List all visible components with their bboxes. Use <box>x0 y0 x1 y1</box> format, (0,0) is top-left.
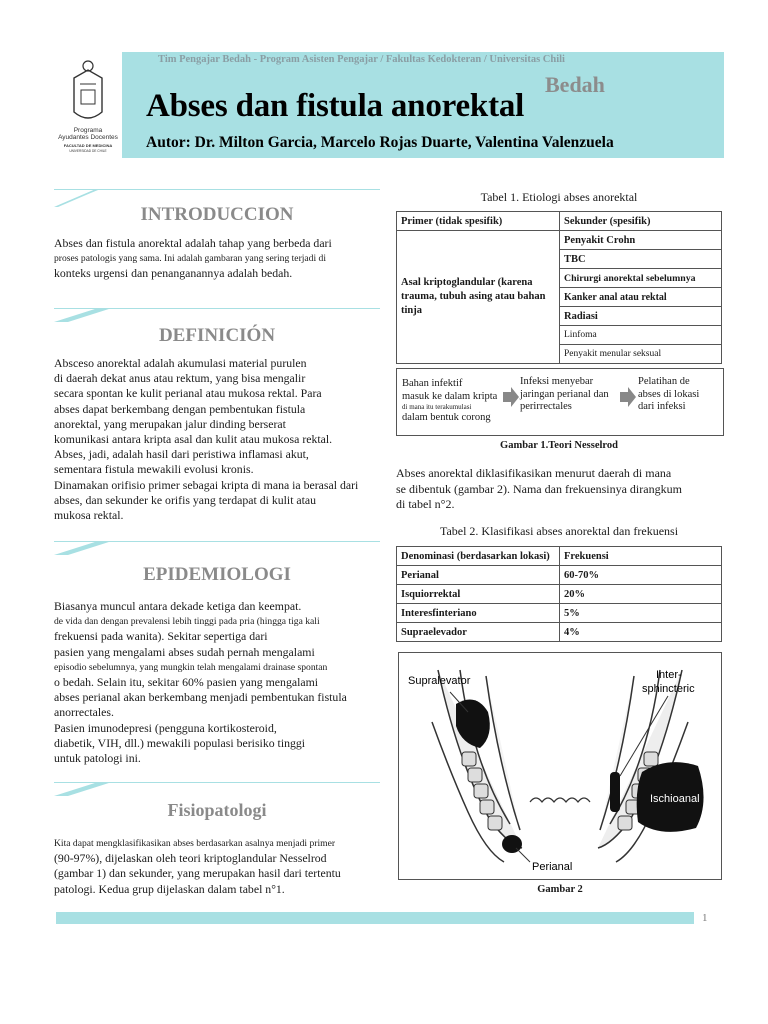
figure-label-intersphincteric: sphincteric <box>642 683 695 695</box>
text-line: proses patologis yang sama. Ini adalah gambaran yang sering terjadi di <box>54 253 327 265</box>
table-cell: Perianal <box>397 566 560 585</box>
text-line: Abses, jadi, adalah hasil dari peristiwa inflamasi akut, <box>54 447 309 462</box>
text-line: frekuensi pada wanita). Sekitar sepertiga dari <box>54 629 268 644</box>
text-line: Pelatihan de <box>638 376 690 387</box>
table-cell: Chirurgi anorektal sebelumnya <box>560 269 722 288</box>
text-line: masuk ke dalam kripta <box>402 390 498 402</box>
logo-text: FACULTAD DE MEDICINA <box>63 143 113 148</box>
table-row <box>397 623 722 642</box>
intro-paragraph <box>54 236 376 282</box>
text-line: dalam bentuk corong <box>402 412 491 423</box>
arrow-right-icon <box>620 387 636 407</box>
diagram-step-3 <box>638 376 718 414</box>
figure2-caption: Gambar 2 <box>537 884 583 895</box>
logo-text: Ayudantes Docentes <box>58 134 118 141</box>
text-line: dari infeksi <box>638 401 686 412</box>
figure-label-ischioanal: Ischioanal <box>650 793 700 805</box>
text-line: Biasanya muncul antara dekade ketiga dan keempat. <box>54 599 302 613</box>
text-line: se dibentuk (gambar 2). Nama dan frekuensinya dirangkum <box>396 481 682 496</box>
text-line: sementara fistula mewakili evolusi kronis. <box>54 462 254 477</box>
text-line: Abses anorektal diklasifikasikan menurut daerah di mana <box>396 466 672 480</box>
text-line: pasien yang mengalami abses sudah pernah mengalami <box>54 644 315 659</box>
table-cell: Radiasi <box>560 307 722 326</box>
text-line: jaringan perianal dan <box>520 388 609 400</box>
text-line: Bahan infektif <box>402 378 463 389</box>
header-section-tag: Bedah <box>545 72 605 97</box>
section-title-definicion: DEFINICIÓN <box>158 325 276 346</box>
intersphincteric-abscess <box>610 772 620 812</box>
text-line: abses perianal akan berkembang menjadi pembentukan fistula <box>54 690 347 705</box>
university-logo <box>54 52 122 158</box>
text-line: di mana itu terakumulasi <box>402 403 472 411</box>
table-cell: Kanker anal atau rektal <box>560 288 722 307</box>
footer-band <box>56 912 694 924</box>
text-line: abses, dan sekunder ke orifis yang terdapat di kulit atau <box>54 492 317 507</box>
diagram-step-1 <box>402 378 506 425</box>
table-cell: Linfoma <box>560 326 722 345</box>
table-cell: 60-70% <box>560 566 722 585</box>
text-line: abses di lokasi <box>638 388 700 400</box>
logo-text: UNIVERSIDAD DE CHILE <box>69 149 107 153</box>
authors: Autor: Dr. Milton Garcia, Marcelo Rojas Duarte, Valentina Valenzuela <box>146 134 614 151</box>
table-row <box>397 604 722 623</box>
table-header: Primer (tidak spesifik) <box>397 212 560 231</box>
epidemiology-paragraph <box>54 599 376 766</box>
diagram-step-2 <box>520 376 620 414</box>
table-cell: Penyakit Crohn <box>560 231 722 250</box>
etiology-table <box>396 211 722 364</box>
table-cell: Interesfinteriano <box>397 604 560 623</box>
text-line: Kita dapat mengklasifikasikan abses berdasarkan asalnya menjadi primer <box>54 838 336 849</box>
section-divider <box>54 541 380 559</box>
classification-paragraph <box>396 466 722 513</box>
text-line: Abses dan fistula anorektal adalah tahap yang berbeda dari <box>54 236 332 250</box>
section-title-introduccion: INTRODUCCION <box>140 204 294 225</box>
text-line: (gambar 1) dan sekunder, yang merupakan hasil dari tertentu <box>54 866 341 881</box>
section-title-epidemiologi: EPIDEMIOLOGI <box>143 564 291 585</box>
text-line: komunikasi antara kripta asal dan kulit atau mukosa rektal. <box>54 432 333 447</box>
text-line: abses dapat berkembang dengan pembentukan fistula <box>54 401 306 416</box>
arrow-right-icon <box>503 387 519 407</box>
table-cell: 4% <box>560 623 722 642</box>
text-line: diabetik, VIH, dll.) mewakili populasi berisiko tinggi <box>54 735 306 750</box>
page-number: 1 <box>702 912 708 924</box>
text-line: patologi. Kedua grup dijelaskan dalam tabel n°1. <box>54 881 285 896</box>
table-header: Sekunder (spesifik) <box>560 212 722 231</box>
faculty-seal-icon <box>54 52 122 158</box>
figure-label-perianal: Perianal <box>532 861 573 873</box>
section-divider <box>54 308 380 326</box>
text-line: o bedah. Selain itu, sekitar 60% pasien yang mengalami <box>54 675 319 690</box>
table2-caption: Tabel 2. Klasifikasi abses anorektal dan frekuensi <box>439 524 679 538</box>
text-line: Pasien imunodepresi (pengguna kortikosteroid, <box>54 720 277 735</box>
text-line: Infeksi menyebar <box>520 376 594 387</box>
section-divider <box>54 782 380 800</box>
definition-paragraph <box>54 356 376 523</box>
section-title-fisiopatologi: Fisiopatologi <box>167 800 267 820</box>
text-line: (90-97%), dijelaskan oleh teori kriptoglandular Nesselrod <box>54 851 327 866</box>
classification-table <box>396 546 722 642</box>
text-line: episodio sebelumnya, yang mungkin telah mengalami drainase spontan <box>54 661 328 673</box>
table-cell-primer: Asal kriptoglandular (karena trauma, tubuh asing atau bahan tinja <box>397 231 560 364</box>
logo-text: Programa <box>73 127 103 134</box>
figure1-caption: Gambar 1.Teori Nesselrod <box>500 440 618 451</box>
table-cell: 20% <box>560 585 722 604</box>
figure-label-intersphincteric: Inter- <box>656 669 682 681</box>
table-cell: 5% <box>560 604 722 623</box>
table-header: Frekuensi <box>560 547 722 566</box>
text-line: di daerah dekat anus atau rektum, yang bisa mengalir <box>54 371 306 386</box>
text-line: de vida dan dengan prevalensi lebih tinggi pada pria (hingga tiga kali <box>54 616 320 628</box>
table1-caption: Tabel 1. Etiologi abses anorektal <box>480 190 638 204</box>
text-line: anorrectales. <box>54 705 114 720</box>
table-cell: Penyakit menular seksual <box>560 345 722 364</box>
header-affiliation: Tim Pengajar Bedah - Program Asisten Pengajar / Fakultas Kedokteran / Universitas Chili <box>158 54 565 65</box>
table-header: Denominasi (berdasarkan lokasi) <box>397 547 560 566</box>
text-line: secara spontan ke kulit perianal atau mukosa rektal. Para <box>54 386 322 401</box>
text-line: perirrectales <box>520 401 572 412</box>
anorectal-anatomy-figure <box>398 652 722 880</box>
page-title: Abses dan fistula anorektal <box>146 88 525 124</box>
table-cell: Supraelevador <box>397 623 560 642</box>
text-line: mukosa rektal. <box>54 508 124 523</box>
table-row <box>397 585 722 604</box>
table-cell: Isquiorrektal <box>397 585 560 604</box>
text-line: Dinamakan orifisio primer sebagai kripta di mana ia berasal dari <box>54 477 359 492</box>
table-cell: TBC <box>560 250 722 269</box>
figure-label-supralevator: Supralevator <box>408 675 471 687</box>
text-line: untuk patologi ini. <box>54 751 141 766</box>
fisiopatologi-paragraph <box>54 836 376 897</box>
text-line: anorektal, yang merupakan jalur dinding berserat <box>54 416 286 431</box>
table-row <box>397 566 722 585</box>
text-line: konteks urgensi dan penanganannya adalah bedah. <box>54 266 293 281</box>
text-line: di tabel n°2. <box>396 497 455 511</box>
text-line: Absceso anorektal adalah akumulasi material purulen <box>54 356 307 370</box>
